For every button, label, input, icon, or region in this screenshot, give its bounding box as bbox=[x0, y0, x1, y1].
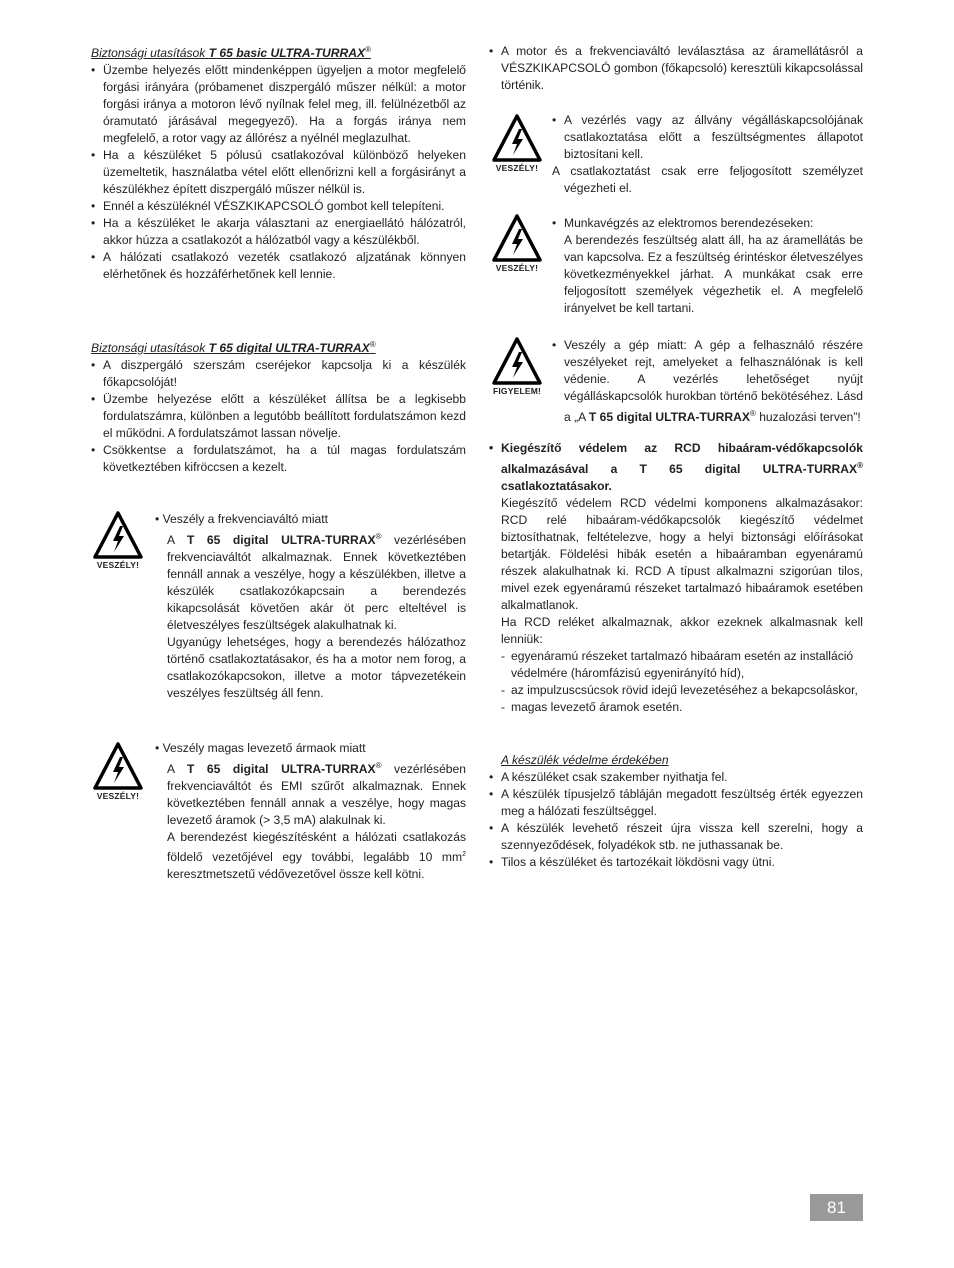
list-item: • A készüléket csak szakember nyithatja fel. bbox=[489, 770, 728, 784]
list-item: • Ha a készüléket 5 pólusú csatlakozóval különböző helyeken üzemeltetik, használatba vétel előtt ellenőrizni kell a forgásirányt a készülékhez épített diszpergáló műszer nélkül is. bbox=[91, 148, 466, 197]
danger-warning-3 bbox=[491, 113, 543, 173]
right-top-item bbox=[489, 43, 863, 94]
list-item: • A vezérlés vagy az állvány végálláskapcsolójának csatlakoztatása előtt a feszültségmentes állapotot biztosítani kell. bbox=[552, 113, 863, 161]
protect-section bbox=[489, 752, 863, 871]
list-item: • A diszpergáló szerszám cseréjekor kapcsolja ki a készülék főkapcsolóját! bbox=[91, 358, 466, 390]
list-item: - egyenáramú részeket tartalmazó hibaáram esetén az installáció védelmére (háromfázisú egyenirányító híd), bbox=[501, 649, 854, 681]
section-digital bbox=[91, 336, 466, 476]
warning-heading: • Veszély magas levezető ármaok miatt bbox=[155, 741, 366, 755]
list-item: • Veszély a gép miatt: A gép a felhasználó részére veszélyeket rejt, amelyeket a felhasználónak is kell védenie. A vezérlés lehetőséget nyújt végálláskapcsolók hurokban történő bekötéséhez. Lásd a „A T 65 digital ULTRA-TURRAX® huzalozási terven”! bbox=[552, 338, 863, 425]
danger-warning-4 bbox=[491, 213, 543, 273]
list-item: • Üzembe helyezése előtt a készüléket állítsa be a legkisebb fordulatszámra, különben a legutóbb beállított fordulatszámon kezd el működni. A fordulatszámot lassan növelje. bbox=[91, 392, 466, 441]
high-voltage-icon bbox=[492, 113, 542, 163]
warning-label: VESZÉLY! bbox=[495, 263, 539, 273]
list-item: • A hálózati csatlakozó vezeték csatlakozó aljzatának könnyen elérhetőnek és hozzáférhetőnek kell lennie. bbox=[91, 250, 466, 282]
warning-label: VESZÉLY! bbox=[96, 560, 140, 570]
rcd-heading: • Kiegészítő védelem az RCD hibaáram-védőkapcsolók alkalmazásával a T 65 digital ULTRA-TURRAX® csatlakoztatásakor. bbox=[489, 441, 863, 494]
danger-warning-2 bbox=[92, 741, 144, 801]
section-digital-title: Biztonsági utasítások T 65 digital ULTRA-TURRAX® bbox=[91, 340, 376, 356]
high-voltage-icon bbox=[93, 741, 143, 791]
rcd-dash-list bbox=[489, 648, 863, 716]
high-voltage-icon bbox=[492, 213, 542, 263]
digital-list bbox=[91, 357, 466, 476]
warning-5-text bbox=[552, 337, 863, 426]
warning-2-text: • Veszély magas levezető ármaok miatt A T 65 digital ULTRA-TURRAX® vezérlésében frekvenciaváltót és EMI szűrőt alkalmaznak. Ennek következtében fennáll annak a veszélye, hogy magas levezető áramok (> 3,5 mA) alakulnak ki. A berendezést kiegészítésként a hálózati csatlakozás földelő vezetőjével egy további, legalább 10 $mm^2$ keresztmetszetű védővezetővel össze kell kötni. bbox=[155, 741, 466, 882]
warning-label: VESZÉLY! bbox=[96, 791, 140, 801]
list-item: - az impulzuscsúcsok rövid idejű levezetéséhez a bekapcsoláskor, bbox=[501, 683, 858, 698]
list-item: • Csökkentse a fordulatszámot, ha a túl magas fordulatszám következtében kifröccsen a kezelt. bbox=[91, 443, 466, 475]
caution-warning-5 bbox=[491, 336, 543, 396]
list-item: - magas levezető áramok esetén. bbox=[501, 700, 683, 715]
page-number: 81 bbox=[810, 1194, 863, 1221]
protect-title: A készülék védelme érdekében bbox=[501, 753, 669, 767]
list-item: • A készülék levehető részeit újra vissza kell szerelni, hogy a szennyeződések, folyadékok stb. ne juthassanak be. bbox=[489, 821, 863, 852]
warning-1-text: • Veszély a frekvenciaváltó miatt A T 65 digital ULTRA-TURRAX® vezérlésében frekvenciaváltót alkalmaznak. Ennek következtében fennáll annak a veszélye, hogy a készülékben, illetve a készülék csatlakozókapcsain a berendezés kikapcsolását követően akár öt perc elteltével is életveszélyes feszültségek alakulhatnak ki. Ugyanúgy lehetséges, hogy a berendezés hálózathoz történő csatlakoztatásakor, és ha a motor nem forog, a csatlakozókapcsokon, illetve a motor tápvezetékein veszélyes feszültség áll fenn. bbox=[155, 512, 466, 701]
list-item: • A motor és a frekvenciaváltó leválasztása az áramellátásról a VÉSZKIKAPCSOLÓ gombon (főkapcsoló) keresztüli kikapcsolással történik. bbox=[489, 44, 863, 92]
list-item: • Tilos a készüléket és tartozékait lökdösni vagy ütni. bbox=[489, 855, 775, 869]
basic-list bbox=[91, 62, 466, 283]
list-item: • Ha a készüléket le akarja választani az energiaellátó hálózatról, akkor húzza a csatlakozót a hálózatból vagy a készülékből. bbox=[91, 216, 466, 248]
warning-heading: • Veszély a frekvenciaváltó miatt bbox=[155, 512, 328, 526]
danger-warning-1 bbox=[92, 510, 144, 570]
warning-label: VESZÉLY! bbox=[495, 163, 539, 173]
list-item: • A készülék típusjelző tábláján megadott feszültség érték egyezzen meg a hálózati feszültséggel. bbox=[489, 787, 863, 818]
high-voltage-icon bbox=[93, 510, 143, 560]
list-item: • Munkavégzés az elektromos berendezéseken: bbox=[552, 216, 814, 230]
high-voltage-icon bbox=[492, 336, 542, 386]
list-item: • Ennél a készüléknél VÉSZKIKAPCSOLÓ gombot kell telepíteni. bbox=[91, 199, 445, 214]
section-basic bbox=[91, 41, 466, 283]
warning-4-text: • Munkavégzés az elektromos berendezéseken: A berendezés feszültség alatt áll, ha az áramellátás be van kapcsolva. Ez a feszültség érintéskor életveszélyes következményekkel járhat. A munkákat csak erre feljogosított személyek végezhetik el. A megfelelő irányelvet be kell tartani. bbox=[552, 216, 863, 315]
rcd-section: • Kiegészítő védelem az RCD hibaáram-védőkapcsolók alkalmazásával a T 65 digital ULTRA-TURRAX® csatlakoztatásakor. Kiegészítő védelem RCD védelmi komponens alkalmazásakor: RCD relé hibaáram-védőkapcsolók kiegészítő védelmet biztosíthatnak, feltételezve, hogy a helyi biztonsági előírásokat betartják. Földelési hibák esetén a hibaáramban egyenáramú részek alakulhatnak ki. RCD A típust alkalmazni szigorúan tilos, mivel ezek egyenáramú részeket tartalmazó hibaáramok esetében alkalmatlanok. Ha RCD reléket alkalmaznak, akkor ezeknek alkalmasnak kell lenniük: - egyenáramú részeket tartalmazó hibaáram esetén az installáció védelmére (háromfázisú egyenirányító híd), - az impulzuscsúcsok rövid idejű levezetéséhez a bekapcsoláskor, - magas levezető áramok esetén. bbox=[489, 441, 863, 715]
warning-label: FIGYELEM! bbox=[492, 386, 542, 396]
list-item: • Üzembe helyezés előtt mindenképpen ügyeljen a motor megfelelő forgási irányára (próbamenet diszpergáló műszer nélkül: a motor forgási iránya a motoron lévő nyílnak felel meg, ill. felülnézetből az óramutató járásával megegyező). Ha a forgás iránya nem megfelelő, a rotor vagy az állórész a nyélnél meglazulhat. bbox=[91, 63, 466, 146]
section-basic-title: Biztonsági utasítások T 65 basic ULTRA-TURRAX® bbox=[91, 45, 371, 61]
warning-3-text: • A vezérlés vagy az állvány végálláskapcsolójának csatlakoztatása előtt a feszültségmentes állapotot biztosítani kell. A csatlakoztatást csak erre feljogosított személyzet végezheti el. bbox=[552, 113, 863, 195]
